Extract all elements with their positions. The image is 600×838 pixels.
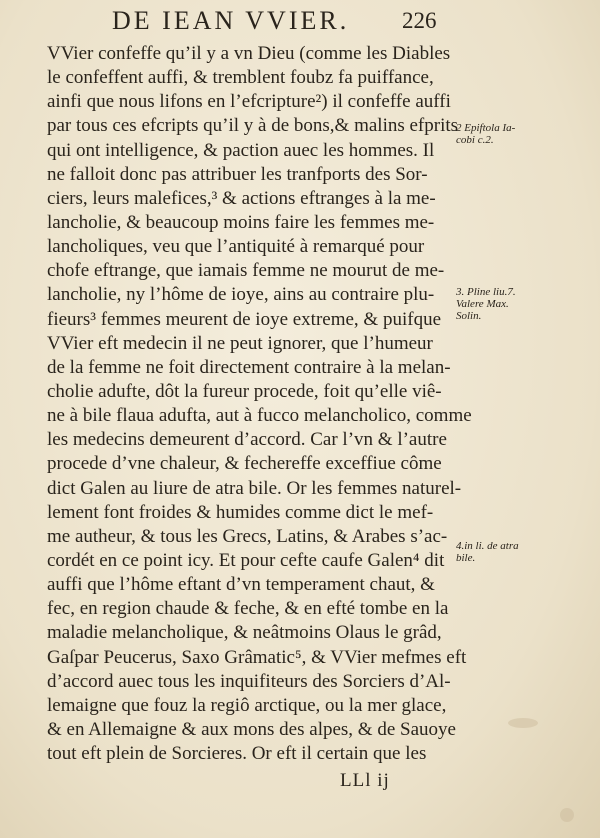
text-line-18: procede d’vne chaleur, & fechereffe exceffiue côme: [47, 453, 442, 475]
margin-note-3-line-2: Valere Max.: [456, 298, 509, 310]
text-line-12: fieurs³ femmes meurent de ioye extreme, & puifque: [47, 308, 441, 330]
text-line-16: ne à bile flaua adufta, aut à fucco melancholico, comme: [47, 405, 472, 427]
show-through-smudge: [508, 718, 538, 728]
text-line-29: & en Allemaigne & aux mons des alpes, & de Sauoye: [47, 718, 456, 740]
text-line-27: d’accord auec tous les inquifiteurs des Sorciers d’Al-: [47, 670, 451, 692]
paper-stain: [560, 808, 574, 822]
margin-note-3-line-3: Solin.: [456, 310, 482, 322]
text-line-28: lemaigne que fouz la regiô arctique, ou la mer glace,: [47, 694, 447, 716]
text-line-3: ainfi que nous lifons en l’efcripture²) il confeffe auffi: [47, 91, 451, 113]
text-line-11: lancholie, ny l’hôme de ioye, ains au contraire plu-: [47, 284, 435, 306]
page-number: 226: [402, 8, 437, 33]
text-line-23: auffi que l’hôme eftant d’vn temperament chaut, &: [47, 574, 435, 596]
text-line-10: chofe eftrange, que iamais femme ne mourut de me-: [47, 260, 445, 282]
text-line-9: lancholiques, veu que l’antiquité à remarqué pour: [47, 236, 425, 258]
running-title: DE IEAN VVIER.: [112, 6, 350, 35]
text-line-25: maladie melancholique, & neâtmoins Olaus le grâd,: [47, 622, 442, 644]
text-line-21: me autheur, & tous les Grecs, Latins, & Arabes s’ac-: [47, 525, 448, 547]
text-line-15: cholie adufte, dôt la fureur procede, foit qu’elle viê-: [47, 380, 442, 402]
text-line-8: lancholie, & beaucoup moins faire les femmes me-: [47, 211, 435, 233]
text-line-14: de la femme ne foit directement contraire à la melan-: [47, 356, 451, 378]
margin-note-2-line-2: cobi c.2.: [456, 134, 494, 146]
margin-note-2-line-1: 2 Epiftola Ia-: [456, 122, 516, 134]
text-line-7: ciers, leurs malefices,³ & actions eftranges à la me-: [47, 187, 436, 209]
text-line-20: lement font froides & humides comme dict le mef-: [47, 501, 434, 523]
signature-mark: LLl ij: [340, 770, 390, 791]
text-line-22: cordét en ce point icy. Et pour cefte caufe Galen⁴ dit: [47, 549, 445, 571]
text-line-5: qui ont intelligence, & paction auec les hommes. Il: [47, 139, 435, 161]
text-line-4: par tous ces efcripts qu’il y à de bons,& malins efprits: [47, 115, 459, 137]
text-line-26: Gaſpar Peucerus, Saxo Grâmatic⁵, & VVier mefmes eft: [47, 646, 467, 668]
text-line-13: VVier eft medecin il ne peut ignorer, que l’humeur: [47, 332, 433, 354]
margin-note-4-line-1: 4.in li. de atra: [456, 540, 519, 552]
text-line-1: VVier confeffe qu’il y a vn Dieu (comme les Diables: [47, 43, 451, 64]
page-header: [0, 2, 600, 42]
text-line-6: ne falloit donc pas attribuer les tranfports des Sor-: [47, 163, 428, 185]
text-line-2: le confeffent auffi, & tremblent foubz fa puiffance,: [47, 67, 434, 89]
text-line-19: dict Galen au liure de atra bile. Or les femmes naturel-: [47, 477, 462, 499]
text-line-24: fec, en region chaude & feche, & en efté tombe en la: [47, 598, 449, 620]
margin-note-3-line-1: 3. Pline liu.7.: [456, 286, 516, 298]
text-line-17: les medecins demeurent d’accord. Car l’vn & l’autre: [47, 429, 447, 451]
text-line-30: tout eft plein de Sorcieres. Or eft il certain que les: [47, 743, 427, 765]
margin-note-4-line-2: bile.: [456, 552, 476, 564]
